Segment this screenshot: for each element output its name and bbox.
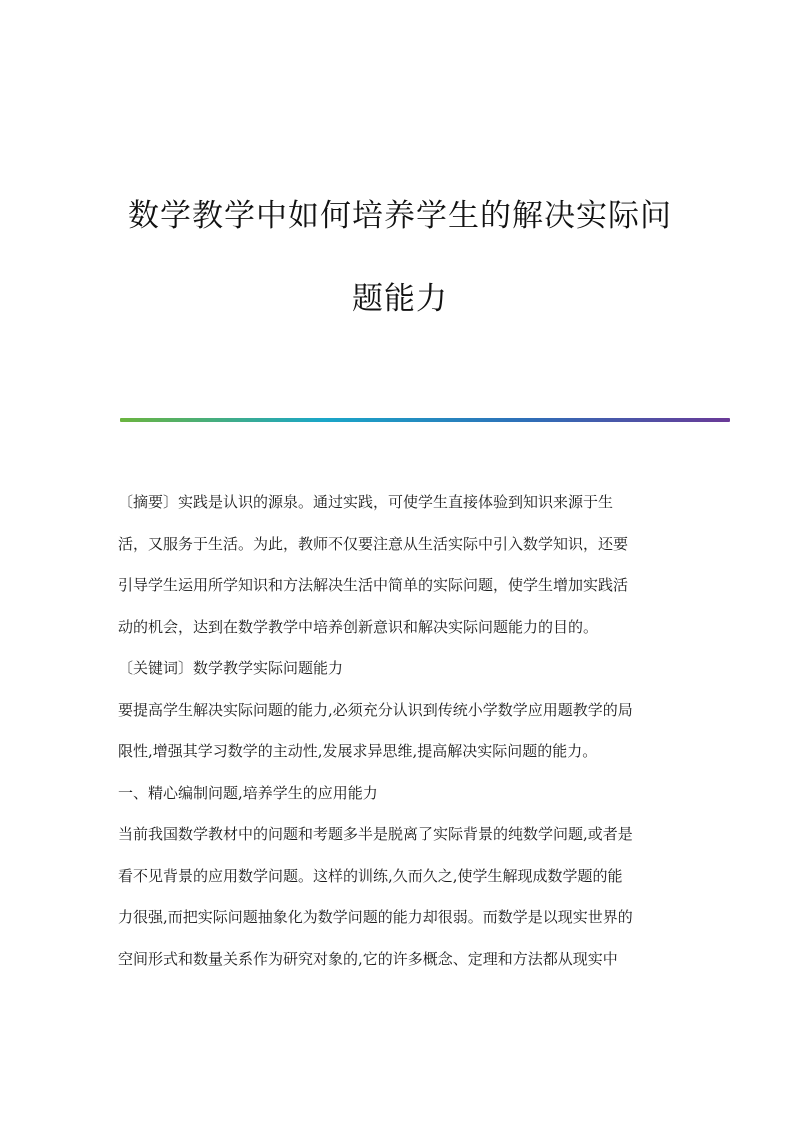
section-heading [118,773,684,815]
text-line: 看不见背景的应用数学问题。这样的训练,久而久之,使学生解现成数学题的能 [118,866,623,885]
document-title-line-2: 题能力 [352,281,448,317]
keywords-paragraph [118,648,684,690]
section-paragraph [118,814,684,980]
abstract-paragraph [118,482,684,648]
document-body [118,482,684,980]
text-line: 限性,增强其学习数学的主动性,发展求异思维,提高解决实际问题的能力。 [118,742,598,760]
document-title-line-1: 数学教学中如何培养学生的解决实际问 [128,198,672,234]
text-line: 动的机会，达到在数学教学中培养创新意识和解决实际问题能力的目的。 [118,617,599,636]
text-line: 〔关键词〕数学教学实际问题能力 [118,659,344,677]
text-line: 空间形式和数量关系作为研究对象的,它的许多概念、定理和方法都从现实中 [118,949,618,968]
title-divider [120,418,730,422]
text-line: 〔摘要〕实践是认识的源泉。通过实践，可使学生直接体验到知识来源于生 [118,493,614,511]
text-line: 当前我国数学教材中的问题和考题多半是脱离了实际背景的纯数学问题,或者是 [118,825,633,843]
text-line: 要提高学生解决实际问题的能力,必须充分认识到传统小学数学应用题教学的局 [118,700,633,719]
text-line: 活，又服务于生活。为此，教师不仅要注意从生活实际中引入数学知识，还要 [118,534,629,553]
intro-paragraph [118,690,684,773]
text-line: 力很强,而把实际问题抽象化为数学问题的能力却很弱。而数学是以现实世界的 [118,908,633,926]
text-line: 引导学生运用所学知识和方法解决生活中简单的实际问题，使学生增加实践活 [118,576,629,594]
text-line: 一、精心编制问题,培养学生的应用能力 [118,783,378,802]
